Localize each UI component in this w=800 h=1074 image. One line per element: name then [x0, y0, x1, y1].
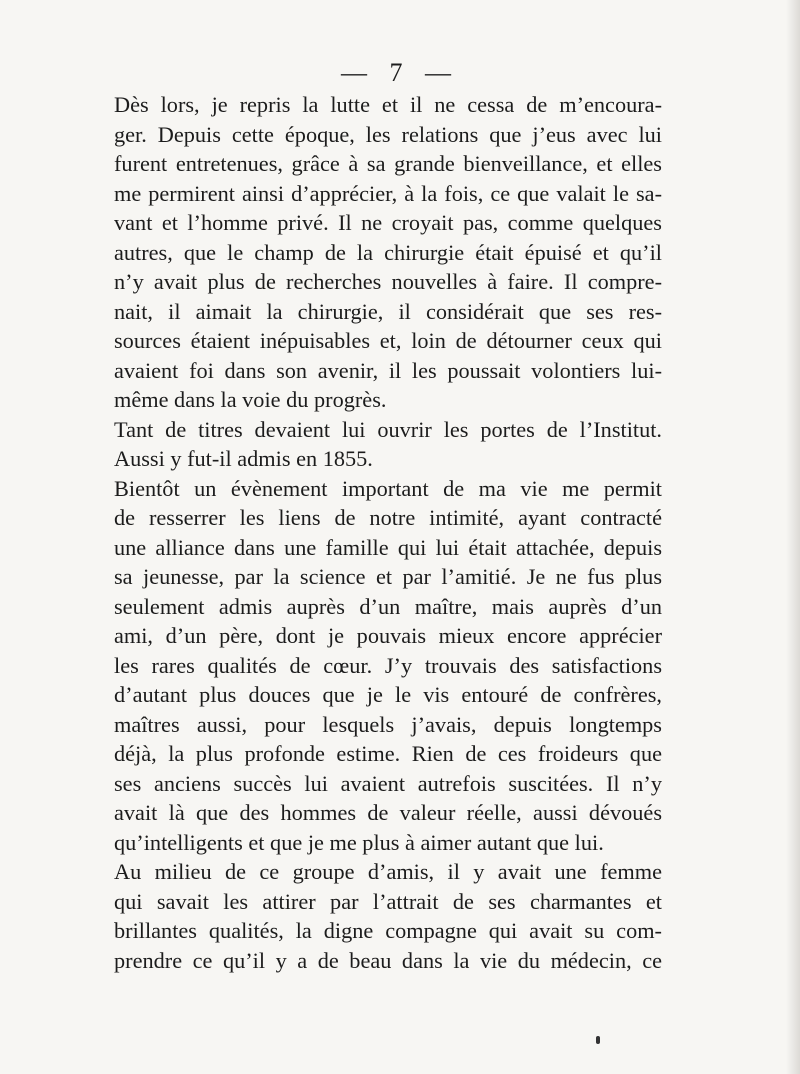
ink-speck: [596, 1036, 600, 1044]
text-line: n’y avait plus de recherches nouvelles à faire. Il compre-: [114, 269, 662, 294]
text-line: vant et l’homme privé. Il ne croyait pas, comme quelques: [114, 210, 662, 235]
text-line: ses anciens succès lui avaient autrefois suscitées. Il n’y: [114, 770, 662, 796]
text-line: les rares qualités de cœur. J’y trouvais des satisfactions: [114, 652, 662, 678]
text-line: qu’intelligents et que je me plus à aimer autant que lui.: [114, 829, 604, 855]
text-line: sa jeunesse, par la science et par l’amitié. Je ne fus plus: [114, 564, 662, 589]
paragraph-1: [90, 90, 662, 415]
text-line: prendre ce qu’il y a de beau dans la vie du médecin, ce: [114, 947, 662, 973]
paragraph-2: [90, 415, 662, 474]
text-line: Au milieu de ce groupe d’amis, il y avait une femme: [114, 859, 662, 884]
text-line: déjà, la plus profonde estime. Rien de ces froideurs que: [114, 741, 662, 766]
text-line: sources étaient inépuisables et, loin de détourner ceux qui: [114, 328, 662, 353]
text-line: qui savait les attirer par l’attrait de ses charmantes et: [114, 888, 662, 914]
text-line: seulement admis auprès d’un maître, mais auprès d’un: [114, 593, 662, 619]
paragraph-4: [90, 857, 662, 975]
text-line: d’autant plus douces que je le vis entouré de confrères,: [114, 682, 662, 707]
text-line: autres, que le champ de la chirurgie était épuisé et qu’il: [114, 239, 662, 265]
paragraph-3: [90, 474, 662, 858]
text-line: me permirent ainsi d’apprécier, à la fois, ce que valait le sa-: [114, 180, 662, 206]
text-line: ami, d’un père, dont je pouvais mieux encore apprécier: [114, 623, 662, 648]
page-edge-shadow: [786, 0, 800, 1074]
text-line: furent entretenues, grâce à sa grande bienveillance, et elles: [114, 151, 662, 176]
text-line: de resserrer les liens de notre intimité, ayant contracté: [114, 505, 662, 530]
text-line: avaient foi dans son avenir, il les poussait volontiers lui-: [114, 357, 662, 383]
text-line: Bientôt un évènement important de ma vie me permit: [114, 475, 662, 501]
text-line: Aussi y fut-il admis en 1855.: [114, 446, 373, 471]
page-number: — 7 —: [341, 58, 459, 87]
text-line: nait, il aimait la chirurgie, il considérait que ses res-: [114, 298, 662, 324]
text-line: Dès lors, je repris la lutte et il ne cessa de m’encoura-: [114, 92, 662, 117]
text-line: une alliance dans une famille qui lui était attachée, depuis: [114, 534, 662, 560]
text-line: avait là que des hommes de valeur réelle, aussi dévoués: [114, 800, 662, 825]
text-line: ger. Depuis cette époque, les relations que j’eus avec lui: [114, 121, 662, 147]
text-line: même dans la voie du progrès.: [114, 387, 387, 412]
text-line: brillantes qualités, la digne compagne qui avait su com-: [114, 918, 662, 943]
text-line: maîtres aussi, pour lesquels j’avais, depuis longtemps: [114, 711, 662, 737]
text-line: Tant de titres devaient lui ouvrir les portes de l’Institut.: [114, 416, 662, 442]
body-text: [90, 90, 662, 975]
